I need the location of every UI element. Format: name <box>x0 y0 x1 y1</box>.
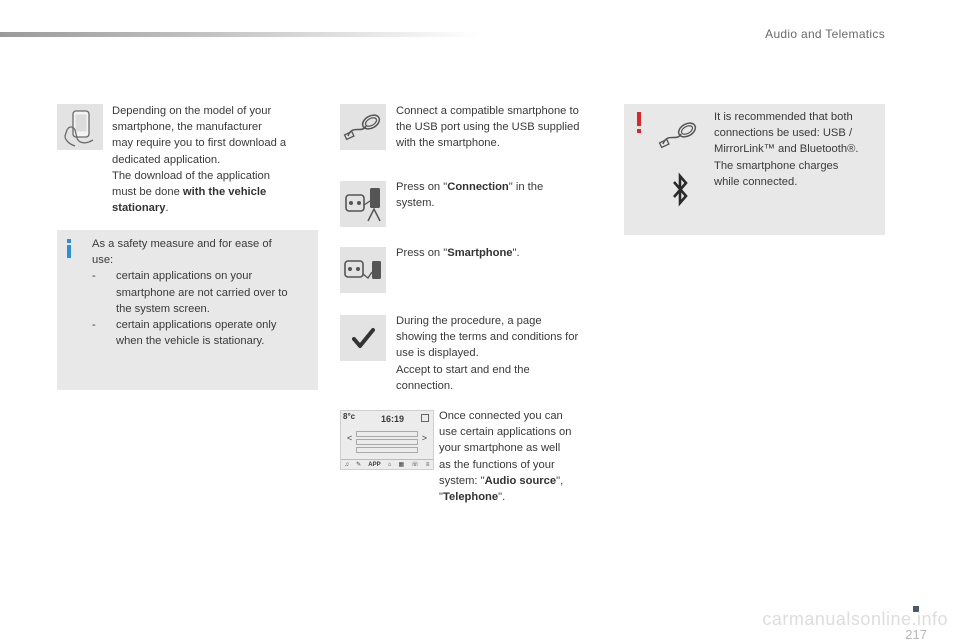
step-line: Connect a compatible smartphone to <box>396 105 579 117</box>
screen-list-row <box>356 431 418 437</box>
step-press-connection <box>396 179 608 211</box>
info-line: certain applications operate only <box>116 319 277 332</box>
settings-icon: ≡ <box>425 461 430 468</box>
emphasis-text: stationary <box>112 202 166 215</box>
music-note-icon: ♫ <box>344 461 350 468</box>
chevron-right-icon: > <box>421 433 427 443</box>
text-span: must be done <box>112 186 183 199</box>
grid-icon: ▦ <box>398 462 405 468</box>
tools-icon: ✎ <box>356 462 362 468</box>
step-line: the USB port using the USB supplied <box>396 121 580 134</box>
step-line: system. <box>396 197 435 210</box>
info-line: use: <box>92 254 114 267</box>
text-span: ". <box>512 247 520 259</box>
step-line <box>396 245 608 261</box>
phone-icon: ☏ <box>411 462 419 468</box>
download-app-text <box>112 103 317 216</box>
emphasis-text: with the vehicle <box>182 186 267 199</box>
download-app-line <box>112 184 317 200</box>
info-line: As a safety measure and for ease of <box>92 238 272 250</box>
download-app-line: dedicated application. <box>112 153 221 166</box>
screen-corner-icon <box>421 414 429 422</box>
screen-clock: 16:19 <box>381 414 405 424</box>
download-app-line: Depending on the model of your <box>112 105 272 117</box>
checkmark-icon <box>340 315 386 361</box>
step-line <box>439 473 609 489</box>
text-span: Press on " <box>396 247 448 259</box>
emphasis-text: Audio source <box>484 474 557 487</box>
step-line: showing the terms and conditions for <box>396 331 579 344</box>
warning-line: It is recommended that both <box>714 111 853 123</box>
download-app-line: The download of the application <box>112 169 270 182</box>
step-connected-functions <box>439 408 609 505</box>
warning-line: while connected. <box>714 175 798 188</box>
text-span: " <box>439 491 443 504</box>
header-gradient-bar <box>0 32 480 37</box>
text-span: " in the <box>508 181 544 193</box>
step-line: use certain applications on <box>439 426 572 439</box>
bullet-item <box>92 317 314 349</box>
screen-list-row <box>356 447 418 453</box>
watermark: carmanualsonline.info <box>762 609 948 629</box>
bluetooth-icon <box>670 172 690 208</box>
step-line: Once connected you can <box>439 410 563 422</box>
info-line: smartphone are not carried over to <box>116 286 288 299</box>
safety-info-panel <box>57 230 318 390</box>
section-title: Audio and Telematics <box>765 27 885 41</box>
step-line <box>439 489 609 505</box>
step-press-smartphone <box>396 245 608 261</box>
recommendation-text <box>714 109 879 190</box>
emphasis-text: Telephone <box>442 491 499 504</box>
step-line: During the procedure, a page <box>396 315 542 327</box>
bullet-dash: - <box>92 319 96 332</box>
emphasis-text: Connection <box>447 181 509 193</box>
step-connect-usb <box>396 103 608 152</box>
download-app-line: may require you to first download a <box>112 137 287 150</box>
step-line <box>396 179 608 195</box>
usb-cable-icon <box>340 104 386 150</box>
info-line: certain applications on your <box>116 270 253 283</box>
step-accept-terms <box>396 313 608 394</box>
screen-temperature: 8°c <box>343 412 356 421</box>
touchscreen-illustration <box>340 410 434 470</box>
smartphone-mode-icon <box>340 247 386 293</box>
safety-info-text <box>92 236 314 349</box>
smartphone-hand-icon <box>57 104 103 150</box>
download-app-line: smartphone, the manufacturer <box>112 121 262 134</box>
warning-line: The smartphone charges <box>714 159 839 172</box>
text-span: ". <box>498 491 506 504</box>
text-span: Press on " <box>396 181 448 193</box>
warning-line: connections be used: USB / <box>714 127 853 140</box>
step-line: with the smartphone. <box>396 137 500 150</box>
step-line: your smartphone as well <box>439 442 561 455</box>
emphasis-text: Smartphone <box>447 247 513 259</box>
info-line: the system screen. <box>116 302 210 315</box>
warning-line: MirrorLink™ and Bluetooth®. <box>714 143 859 156</box>
screen-list-row <box>356 439 418 445</box>
car-phone-connection-icon <box>340 181 386 227</box>
step-line: as the functions of your <box>439 458 555 471</box>
usb-cable-icon <box>657 114 703 154</box>
step-line: Accept to start and end the <box>396 363 530 376</box>
screen-bottom-bar <box>341 459 433 469</box>
step-line: connection. <box>396 379 454 392</box>
step-line: use is displayed. <box>396 347 479 360</box>
info-icon <box>64 239 74 259</box>
recommendation-warning-panel <box>624 104 885 235</box>
chevron-left-icon: < <box>347 433 353 443</box>
page-number: 217 <box>905 627 927 642</box>
bullet-dash: - <box>92 270 96 283</box>
home-icon: ⌂ <box>387 461 392 468</box>
download-app-line <box>112 200 317 216</box>
app-label: APP <box>368 461 381 468</box>
text-span: system: " <box>439 474 485 487</box>
info-line: when the vehicle is stationary. <box>116 335 265 348</box>
bullet-item <box>92 268 314 317</box>
text-span: . <box>165 202 169 215</box>
text-span: ", <box>556 474 564 487</box>
warning-icon <box>635 112 643 134</box>
